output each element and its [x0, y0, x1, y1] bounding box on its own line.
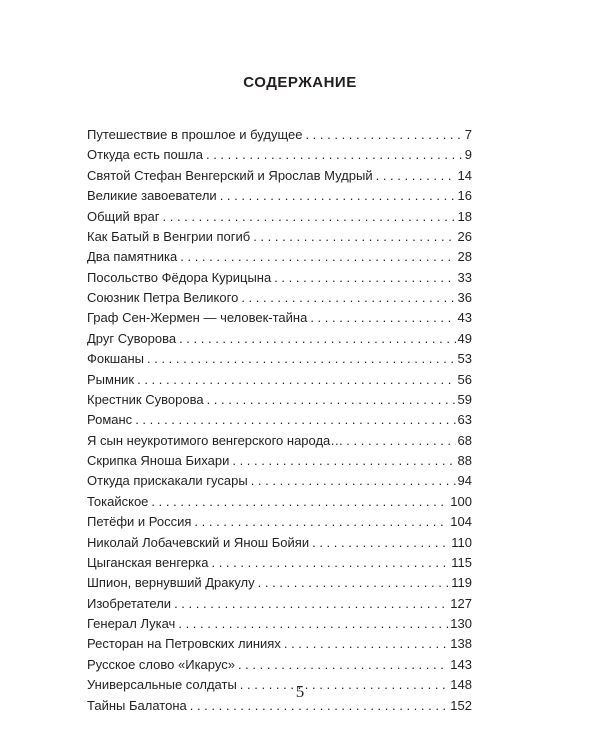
- dot-leader: [284, 634, 448, 654]
- toc-entry-title: Фокшаны: [87, 351, 144, 367]
- toc-entry: [87, 410, 472, 430]
- toc-entry-page: 56: [457, 371, 472, 387]
- toc-entry-title: Николай Лобачевский и Янош Бойяи: [87, 534, 310, 550]
- toc-entry: [87, 431, 472, 451]
- dot-leader: [178, 614, 448, 634]
- toc-entry-page: 18: [457, 208, 472, 224]
- toc-entry-title: Откуда есть пошла: [87, 147, 203, 163]
- toc-entry-title: Друг Суворова: [87, 330, 177, 346]
- toc-entry-page: 49: [457, 330, 472, 346]
- page-title: СОДЕРЖАНИЕ: [243, 74, 357, 91]
- toc-entry-page: 138: [450, 636, 472, 652]
- toc-entry: [87, 145, 472, 165]
- toc-entry: [87, 186, 472, 206]
- dot-leader: [274, 268, 455, 288]
- toc-entry-page: 143: [450, 656, 472, 672]
- dot-leader: [238, 655, 448, 675]
- toc-entry: [87, 471, 472, 491]
- toc-entry-page: 68: [457, 432, 472, 448]
- dot-leader: [312, 533, 449, 553]
- toc-entry: [87, 533, 472, 553]
- dot-leader: [137, 370, 455, 390]
- toc-entry-page: 53: [457, 351, 472, 367]
- toc-entry: [87, 655, 472, 675]
- dot-leader: [135, 410, 455, 430]
- dot-leader: [151, 492, 448, 512]
- toc-entry-page: 43: [457, 310, 472, 326]
- dot-leader: [251, 471, 456, 491]
- toc-entry: [87, 349, 472, 369]
- toc-entry-title: Откуда прискакали гусары: [87, 473, 248, 489]
- toc-entry-title: Цыганская венгерка: [87, 554, 209, 570]
- toc-entry-title: Универсальные солдаты: [87, 677, 237, 693]
- toc-entry-title: Скрипка Яноша Бихари: [87, 453, 230, 468]
- toc-entry-page: 28: [457, 249, 472, 265]
- toc-entry-page: 127: [450, 595, 472, 611]
- toc-entry-page: 119: [451, 575, 472, 591]
- dot-leader: [194, 512, 448, 532]
- toc-entry-page: 9: [464, 147, 472, 163]
- toc-entry: [87, 451, 472, 471]
- toc-entry-title: Токайское: [87, 493, 149, 509]
- dot-leader: [241, 288, 455, 308]
- toc-entry: [87, 370, 472, 390]
- dot-leader: [376, 166, 456, 186]
- toc-entry-title: Я сын неукротимого венгерского народа…: [87, 432, 344, 448]
- toc-entry-title: Тайны Балатона: [87, 697, 187, 713]
- toc-entry-page: 115: [451, 554, 472, 570]
- toc-entry: [87, 227, 472, 247]
- dot-leader: [305, 125, 462, 145]
- toc-entry-title: Изобретатели: [87, 595, 172, 611]
- toc-entry: [87, 634, 472, 654]
- toc-entry-page: 16: [457, 188, 472, 204]
- toc-entry-page: 94: [457, 473, 472, 489]
- toc-entry-title: Союзник Петра Великого: [87, 290, 239, 305]
- dot-leader: [232, 451, 455, 471]
- toc-entry: [87, 247, 472, 267]
- dot-leader: [253, 227, 455, 247]
- toc-entry: [87, 268, 472, 288]
- dot-leader: [258, 573, 450, 593]
- toc-entry-page: 130: [450, 616, 472, 631]
- toc-entry: [87, 288, 472, 308]
- toc-entry: [87, 573, 472, 593]
- table-of-contents: [87, 125, 472, 716]
- toc-entry-page: 63: [457, 412, 472, 428]
- toc-entry: [87, 125, 472, 145]
- toc-entry: [87, 207, 472, 227]
- toc-entry-page: 100: [450, 493, 472, 509]
- toc-entry-title: Посольство Фёдора Курицына: [87, 269, 272, 285]
- toc-entry-page: 7: [464, 127, 472, 142]
- toc-entry: [87, 308, 472, 328]
- toc-entry: [87, 329, 472, 349]
- dot-leader: [147, 349, 456, 369]
- toc-entry-title: Общий враг: [87, 208, 160, 224]
- toc-entry-title: Граф Сен-Жермен — человек-тайна: [87, 310, 308, 326]
- toc-entry-page: 59: [457, 391, 472, 407]
- toc-entry-title: Романс: [87, 412, 133, 428]
- dot-leader: [206, 145, 463, 165]
- toc-entry-title: Генерал Лукач: [87, 616, 176, 631]
- dot-leader: [310, 308, 455, 328]
- dot-leader: [211, 553, 449, 573]
- toc-entry-title: Великие завоеватели: [87, 188, 217, 204]
- toc-entry: [87, 390, 472, 410]
- toc-entry-page: 36: [457, 290, 472, 305]
- toc-entry: [87, 614, 472, 634]
- dot-leader: [180, 247, 455, 267]
- toc-entry: [87, 594, 472, 614]
- toc-entry-title: Крестник Суворова: [87, 391, 204, 407]
- toc-entry-page: 14: [457, 167, 472, 183]
- toc-entry-page: 104: [450, 514, 472, 530]
- toc-entry-title: Святой Стефан Венгерский и Ярослав Мудрый: [87, 167, 373, 183]
- toc-entry-title: Как Батый в Венгрии погиб: [87, 228, 251, 244]
- toc-entry: [87, 553, 472, 573]
- toc-entry-page: 152: [450, 697, 472, 713]
- dot-leader: [174, 594, 448, 614]
- dot-leader: [346, 431, 455, 451]
- toc-entry-title: Русское слово «Икарус»: [87, 656, 235, 672]
- toc-entry: [87, 512, 472, 532]
- toc-entry-title: Рымник: [87, 371, 135, 387]
- dot-leader: [163, 207, 456, 227]
- toc-entry-title: Путешествие в прошлое и будущее: [87, 127, 303, 142]
- toc-entry-title: Шпион, вернувший Дракулу: [87, 575, 255, 591]
- dot-leader: [207, 390, 456, 410]
- dot-leader: [179, 329, 455, 349]
- toc-entry-title: Петёфи и Россия: [87, 514, 192, 530]
- toc-entry-title: Два памятника: [87, 249, 178, 265]
- toc-entry-title: Ресторан на Петровских линиях: [87, 636, 281, 652]
- dot-leader: [220, 186, 456, 206]
- toc-entry: [87, 166, 472, 186]
- toc-entry-page: 88: [457, 453, 472, 468]
- toc-entry-page: 33: [457, 269, 472, 285]
- toc-entry: [87, 492, 472, 512]
- page-number: 5: [295, 682, 305, 701]
- toc-entry-page: 110: [451, 534, 472, 550]
- toc-entry-page: 148: [450, 677, 472, 693]
- toc-entry-page: 26: [457, 228, 472, 244]
